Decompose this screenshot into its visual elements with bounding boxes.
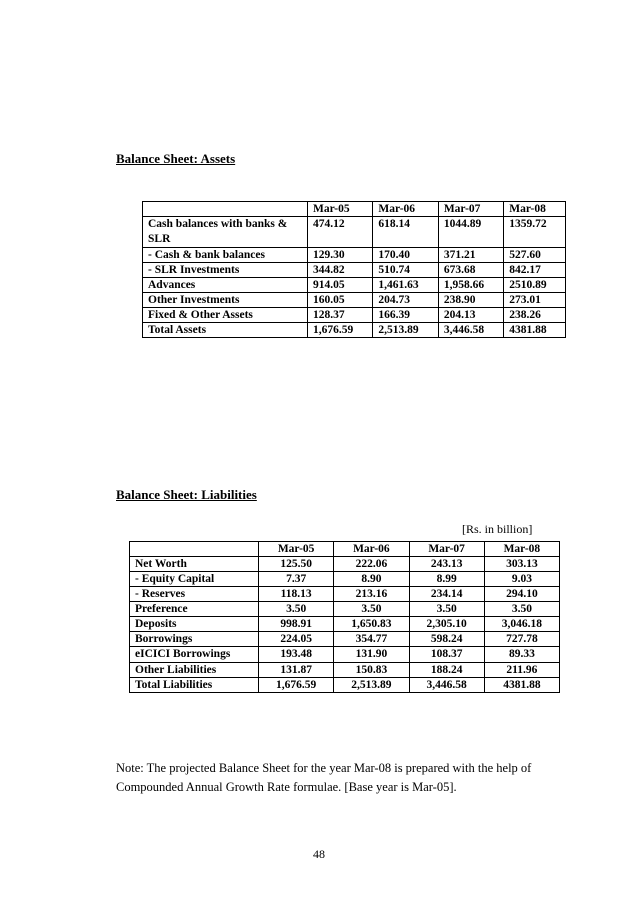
table-row [143,308,566,323]
table-cell: 160.05 [308,293,373,308]
row-label: Other Investments [143,293,308,308]
table-header-row [143,202,566,217]
row-label: Advances [143,278,308,293]
table-cell: 193.48 [259,647,334,663]
table-cell: 131.90 [334,647,409,663]
table-cell: 371.21 [438,248,503,263]
row-label: - SLR Investments [143,263,308,278]
table-cell: 2,513.89 [334,678,409,693]
header-cell: Mar-06 [334,542,409,557]
table-row [143,323,566,338]
table-cell: 914.05 [308,278,373,293]
table-cell: 89.33 [484,647,559,663]
row-label: - Equity Capital [130,572,259,587]
table-cell: 273.01 [504,293,566,308]
header-cell: Mar-05 [308,202,373,217]
assets-heading: Balance Sheet: Assets [116,151,236,166]
table-cell: 4381.88 [504,323,566,338]
table-cell: 1359.72 [504,217,566,248]
table-cell: 211.96 [484,663,559,678]
table-row [143,217,566,248]
table-cell: 1,650.83 [334,617,409,632]
row-label: - Reserves [130,587,259,602]
table-cell: 8.99 [409,572,484,587]
row-label: eICICI Borrowings [130,647,259,663]
table-row [143,293,566,308]
header-cell: Mar-08 [484,542,559,557]
table-cell: 9.03 [484,572,559,587]
table-cell: 222.06 [334,557,409,572]
table-cell: 150.83 [334,663,409,678]
table-cell: 510.74 [373,263,438,278]
unit-label: [Rs. in billion] [462,522,533,536]
liabilities-table [129,541,560,693]
table-cell: 118.13 [259,587,334,602]
row-label: - Cash & bank balances [143,248,308,263]
table-cell: 234.14 [409,587,484,602]
row-label: Cash balances with banks & SLR [143,217,308,248]
table-cell: 166.39 [373,308,438,323]
table-cell: 294.10 [484,587,559,602]
table-cell: 204.13 [438,308,503,323]
table-cell: 3.50 [334,602,409,617]
page-number: 48 [313,847,325,861]
table-cell: 527.60 [504,248,566,263]
table-cell: 4381.88 [484,678,559,693]
table-cell: 188.24 [409,663,484,678]
table-row [130,678,560,693]
table-cell: 1,676.59 [259,678,334,693]
table-cell: 842.17 [504,263,566,278]
row-label: Deposits [130,617,259,632]
header-cell: Mar-06 [373,202,438,217]
table-cell: 3.50 [484,602,559,617]
row-label: Total Liabilities [130,678,259,693]
table-cell: 213.16 [334,587,409,602]
table-cell: 238.26 [504,308,566,323]
table-cell: 727.78 [484,632,559,647]
table-cell: 108.37 [409,647,484,663]
table-cell: 224.05 [259,632,334,647]
table-cell: 618.14 [373,217,438,248]
table-cell: 998.91 [259,617,334,632]
table-cell: 204.73 [373,293,438,308]
table-cell: 3.50 [409,602,484,617]
table-cell: 243.13 [409,557,484,572]
table-cell: 474.12 [308,217,373,248]
table-row [130,632,560,647]
table-cell: 3,446.58 [409,678,484,693]
table-cell: 303.13 [484,557,559,572]
table-cell: 128.37 [308,308,373,323]
table-row [130,647,560,663]
table-row [130,617,560,632]
table-cell: 2,305.10 [409,617,484,632]
header-cell: Mar-05 [259,542,334,557]
table-row [130,602,560,617]
table-cell: 354.77 [334,632,409,647]
table-row [143,278,566,293]
liabilities-heading: Balance Sheet: Liabilities [116,487,257,502]
table-cell: 3.50 [259,602,334,617]
table-cell: 170.40 [373,248,438,263]
header-cell [130,542,259,557]
table-cell: 8.90 [334,572,409,587]
table-cell: 129.30 [308,248,373,263]
row-label: Preference [130,602,259,617]
header-cell: Mar-08 [504,202,566,217]
header-cell [143,202,308,217]
row-label: Other Liabilities [130,663,259,678]
table-row [130,557,560,572]
table-cell: 1044.89 [438,217,503,248]
note-text: Note: The projected Balance Sheet for the year Mar-08 is prepared with the help of Compounded Annual Growth Rate formulae. [Base year is Mar-05]. [116,761,532,794]
header-cell: Mar-07 [409,542,484,557]
table-row [143,248,566,263]
table-header-row [130,542,560,557]
table-cell: 2,513.89 [373,323,438,338]
table-row [130,572,560,587]
row-label: Net Worth [130,557,259,572]
table-cell: 125.50 [259,557,334,572]
table-row [130,587,560,602]
table-cell: 238.90 [438,293,503,308]
row-label: Borrowings [130,632,259,647]
table-cell: 1,676.59 [308,323,373,338]
table-cell: 2510.89 [504,278,566,293]
table-row [143,263,566,278]
table-cell: 7.37 [259,572,334,587]
table-cell: 598.24 [409,632,484,647]
row-label: Total Assets [143,323,308,338]
table-cell: 344.82 [308,263,373,278]
table-cell: 673.68 [438,263,503,278]
table-cell: 3,046.18 [484,617,559,632]
table-cell: 3,446.58 [438,323,503,338]
header-cell: Mar-07 [438,202,503,217]
row-label: Fixed & Other Assets [143,308,308,323]
assets-table [142,201,566,338]
table-cell: 1,958.66 [438,278,503,293]
table-cell: 131.87 [259,663,334,678]
table-cell: 1,461.63 [373,278,438,293]
table-row [130,663,560,678]
